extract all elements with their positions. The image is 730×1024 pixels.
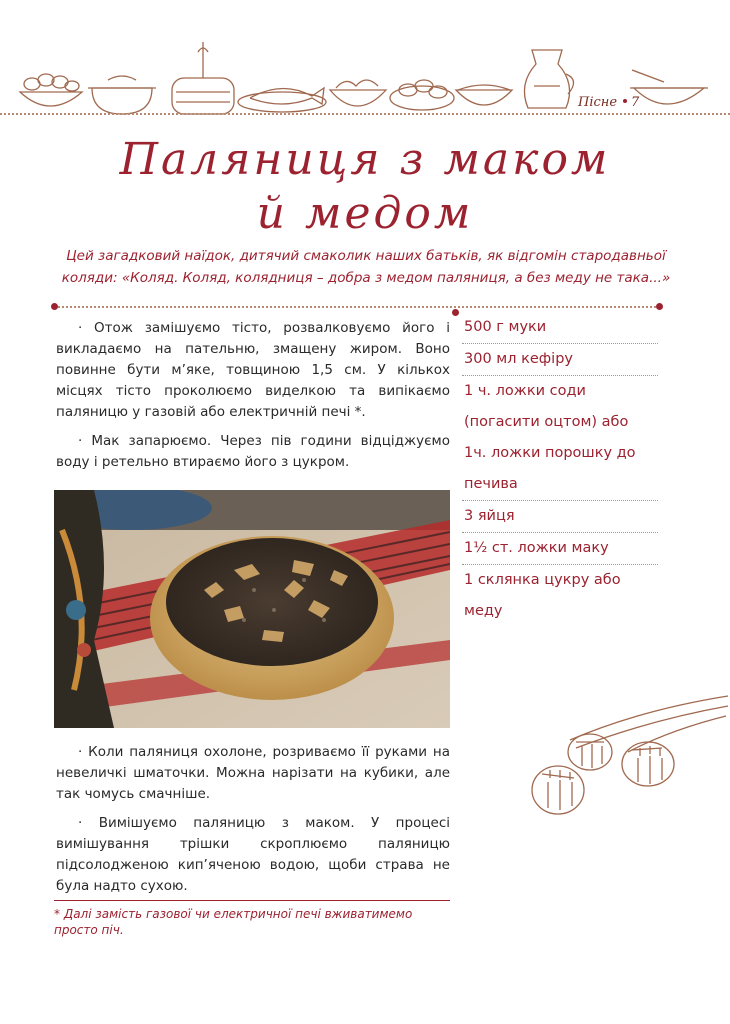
rule-dot-icon	[51, 303, 58, 310]
dish-photo	[54, 490, 450, 728]
ingredients-list	[462, 312, 658, 627]
fish-platter-icon	[238, 88, 326, 112]
running-head	[578, 95, 639, 110]
ingredient-item: 500 г муки	[462, 312, 658, 344]
dumplings-bowl-icon	[330, 80, 386, 106]
soup-bowl-icon	[630, 70, 708, 104]
egg-bowl-icon	[20, 74, 82, 106]
page-title-line2: й медом	[256, 188, 474, 239]
ingredient-item: печива	[462, 469, 658, 501]
steps-top	[56, 318, 450, 481]
dot-icon	[623, 99, 627, 103]
step-paragraph: · Коли паляниця охолоне, розриваємо її руками на невеличкі шматочки. Можна нарізати на кубики, але так чомусь смачніше.	[56, 744, 450, 802]
page-number: 7	[631, 95, 640, 110]
header-dotted-rule	[0, 113, 730, 115]
ingredient-item: 1ч. ложки порошку до	[464, 445, 636, 461]
steps-bottom	[56, 742, 450, 905]
poppy-seedpod-illustration	[520, 690, 730, 830]
step-paragraph: · Вимішуємо паляницю з маком. У процесі вимішування трішки скроплюємо паляницю підсолодженою кип’яченою водою, щоби страва не була надто сухою.	[56, 815, 450, 894]
varenyky-plate-icon	[390, 80, 454, 110]
step-paragraph: · Отож замішуємо тісто, розвалковуємо його і викладаємо на пательню, змащену жиром. Воно повинне бути м’яке, товщиною 1,5 см. У кількох місцях тісто проколюємо виделкою та випікаємо паляницю у газовій або електричній печі *.	[56, 320, 450, 420]
ingredient-item: 1½ ст. ложки маку	[462, 533, 658, 565]
page-title-line1: Паляниця з маком	[119, 134, 611, 185]
ingredient-item: меду	[464, 603, 503, 619]
ingredient-item: 1 ч. ложки соди	[464, 383, 586, 399]
jug-icon	[524, 50, 573, 108]
bread-icon	[172, 42, 234, 114]
intro-dotted-rule	[54, 306, 660, 308]
rule-dot-icon	[452, 309, 459, 316]
ingredient-item: 300 мл кефіру	[462, 344, 658, 376]
salad-bowl-icon	[456, 85, 512, 105]
pot-icon	[88, 76, 156, 114]
intro-text: Цей загадковий наїдок, дитячий смаколик наших батьків, як відгомін стародавньої коляди: «Коляд. Коляд, колядниця – добра з медом паляниця, а без меду не така...»	[61, 248, 671, 286]
rule-dot-icon	[656, 303, 663, 310]
step-paragraph: · Мак запарюємо. Через пів години відціджуємо воду і ретельно втираємо його з цукром.	[56, 433, 450, 470]
ingredient-item: 3 яйця	[462, 501, 658, 533]
footnote: * Далі замість газової чи електричної печі вживатимемо просто піч.	[54, 907, 413, 937]
footnote-rule	[54, 900, 450, 901]
ingredient-item: 1 склянка цукру або	[464, 572, 621, 588]
section-name: Пісне	[578, 95, 618, 110]
ingredient-item: (погасити оцтом) або	[464, 414, 629, 430]
